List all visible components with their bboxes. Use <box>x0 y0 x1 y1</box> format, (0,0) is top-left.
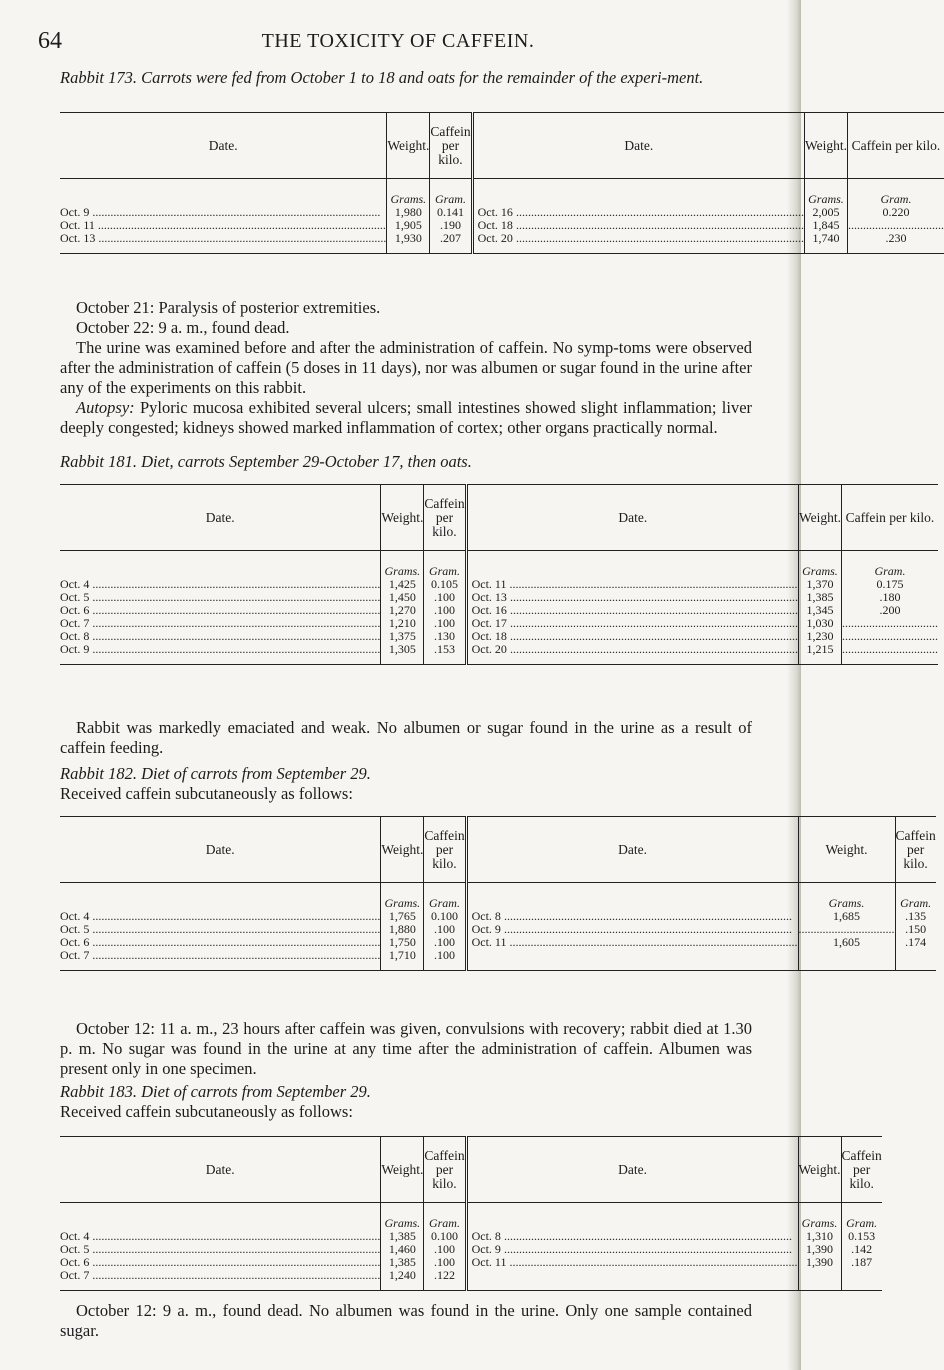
header-caffein: Caffein per kilo. <box>895 817 936 883</box>
caffein-cell: .100 <box>433 590 455 604</box>
rabbit183-note <box>60 1301 752 1341</box>
header-date: Date. <box>466 485 798 551</box>
rabbit173-note-1: October 21: Paralysis of posterior extremities. <box>76 298 381 317</box>
header-weight: Weight. <box>381 1137 424 1203</box>
rabbit181-caption-text: Diet, carrots September 29-October 17, then oats. <box>141 452 472 471</box>
header-weight: Weight. <box>798 817 895 883</box>
caffein-cell: .153 <box>433 642 455 656</box>
caffein-cell: 0.141 <box>436 205 464 219</box>
weight-cell: 1,030 <box>806 616 834 630</box>
date-cell: Oct. 17 ..... <box>472 617 798 630</box>
caffein-cell: 0.100 <box>430 1229 458 1243</box>
rabbit183-table <box>60 1136 882 1291</box>
rabbit181-note <box>60 718 752 758</box>
right-caffein-column <box>841 551 938 665</box>
caffein-unit: Gram. <box>428 1216 460 1230</box>
date-cell: Oct. 4 ..... <box>60 1230 380 1243</box>
caffein-cell: .100 <box>433 922 455 936</box>
weight-cell: 1,305 <box>388 642 416 656</box>
date-cell: Oct. 11 ..... <box>472 1256 798 1269</box>
caffein-cell: .100 <box>433 935 455 949</box>
date-cell: Oct. 13 ..... <box>60 232 386 245</box>
rabbit182-label: Rabbit 182. <box>60 764 137 783</box>
weight-cell: 1,425 <box>388 577 416 591</box>
left-weight-column <box>381 551 424 665</box>
right-caffein-column <box>841 1203 882 1291</box>
date-cell: Oct. 4 ..... <box>60 578 380 591</box>
date-cell: Oct. 7 ..... <box>60 617 380 630</box>
date-cell: Oct. 18 ..... <box>472 630 798 643</box>
caffein-cell: .200 <box>879 603 901 617</box>
rabbit183-subcaption: Received caffein subcutaneously as follows: <box>60 1102 353 1121</box>
caffein-unit: Gram. <box>874 564 906 578</box>
rabbit173-table <box>60 112 944 254</box>
weight-cell: 2,005 <box>812 205 840 219</box>
right-weight-column <box>798 1203 841 1291</box>
date-cell: Oct. 13 ..... <box>472 591 798 604</box>
rabbit173-notes <box>60 298 752 438</box>
header-weight: Weight. <box>387 113 430 179</box>
weight-cell: 1,685 <box>833 909 860 923</box>
rabbit182-table <box>60 816 936 971</box>
left-date-column <box>60 1203 381 1291</box>
weight-cell: 1,450 <box>388 590 416 604</box>
weight-cell: 1,930 <box>394 231 422 245</box>
weight-cell: 1,765 <box>388 909 416 923</box>
date-cell: Oct. 5 ..... <box>60 923 380 936</box>
rabbit181-table <box>60 484 938 665</box>
header-date: Date. <box>466 1137 798 1203</box>
date-cell: Oct. 20 ..... <box>472 643 798 656</box>
weight-cell: 1,310 <box>806 1229 834 1243</box>
left-weight-column <box>381 1203 424 1291</box>
header-caffein: Caffein per kilo. <box>430 113 472 179</box>
header-date: Date. <box>60 1137 381 1203</box>
right-weight-column <box>804 179 847 254</box>
caffein-cell: 0.100 <box>430 909 458 923</box>
date-cell: Oct. 9 ..... <box>60 643 380 656</box>
header-caffein: Caffein per kilo. <box>847 113 944 179</box>
header-date: Date. <box>466 817 798 883</box>
weight-cell: 1,905 <box>394 218 422 232</box>
autopsy-label: Autopsy: <box>76 398 135 417</box>
date-cell: Oct. 7 ..... <box>60 949 380 962</box>
rabbit183-note-text: October 12: 9 a. m., found dead. No albumen was found in the urine. Only one sample contained sugar. <box>60 1301 752 1340</box>
date-cell: Oct. 16 ..... <box>472 604 798 617</box>
left-caffein-column <box>430 179 472 254</box>
caffein-cell: 0.220 <box>882 205 910 219</box>
rabbit173-caption <box>60 68 750 88</box>
weight-unit: Grams. <box>384 564 421 578</box>
autopsy-text: Pyloric mucosa exhibited several ulcers; small intestines showed slight inflammation; liver deeply congested; kidneys showed marked inflammation of cortex; other organs practically normal. <box>60 398 753 437</box>
header-caffein: Caffein per kilo. <box>424 817 466 883</box>
weight-unit: Grams. <box>384 896 421 910</box>
header-caffein: Caffein per kilo. <box>841 485 938 551</box>
caffein-cell: .230 <box>885 231 907 245</box>
left-caffein-column <box>424 883 466 971</box>
rabbit182-note <box>60 1019 752 1079</box>
weight-cell: 1,240 <box>388 1268 416 1282</box>
date-cell: Oct. 11 ..... <box>472 578 798 591</box>
caffein-cell: 0.175 <box>876 577 904 591</box>
caffein-cell-empty <box>842 643 938 656</box>
weight-cell: 1,345 <box>806 603 834 617</box>
date-cell: Oct. 16 ..... <box>478 206 804 219</box>
weight-unit: Grams. <box>808 192 844 206</box>
date-cell: Oct. 5 ..... <box>60 591 380 604</box>
rabbit173-note-2: October 22: 9 a. m., found dead. <box>76 318 290 337</box>
header-weight: Weight. <box>798 485 841 551</box>
caffein-cell: .190 <box>439 218 461 232</box>
weight-cell: 1,230 <box>806 629 834 643</box>
caffein-cell: .142 <box>851 1242 873 1256</box>
weight-cell: 1,845 <box>812 218 840 232</box>
rabbit173-caption-text: Carrots were fed from October 1 to 18 and oats for the remainder of the experi-ment. <box>141 68 704 87</box>
date-cell: Oct. 18 ..... <box>478 219 804 232</box>
header-date: Date. <box>60 485 381 551</box>
weight-cell: 1,385 <box>388 1229 416 1243</box>
caffein-unit: Gram. <box>434 192 466 206</box>
right-date-column <box>472 179 804 254</box>
rabbit183-caption-text: Diet of carrots from September 29. <box>141 1082 371 1101</box>
left-date-column <box>60 883 381 971</box>
date-cell: Oct. 6 ..... <box>60 604 380 617</box>
caffein-cell: .150 <box>905 922 927 936</box>
weight-cell: 1,390 <box>806 1242 834 1256</box>
caffein-cell: .100 <box>433 948 455 962</box>
running-head <box>38 28 758 58</box>
header-weight: Weight. <box>804 113 847 179</box>
caffein-cell: .100 <box>433 616 455 630</box>
date-cell: Oct. 6 ..... <box>60 936 380 949</box>
left-date-column <box>60 551 381 665</box>
caffein-unit: Gram. <box>880 192 912 206</box>
weight-cell: 1,375 <box>388 629 416 643</box>
weight-cell: 1,210 <box>388 616 416 630</box>
caffein-cell: .130 <box>433 629 455 643</box>
weight-cell: 1,710 <box>388 948 416 962</box>
weight-cell: 1,270 <box>388 603 416 617</box>
caffein-cell: .207 <box>439 231 461 245</box>
rabbit182-caption-text: Diet of carrots from September 29. <box>141 764 371 783</box>
date-cell: Oct. 11 ..... <box>60 219 386 232</box>
right-date-column <box>466 551 798 665</box>
caffein-cell: 0.105 <box>430 577 458 591</box>
date-cell: Oct. 20 ..... <box>478 232 804 245</box>
weight-cell: 1,980 <box>394 205 422 219</box>
rabbit181-label: Rabbit 181. <box>60 452 137 471</box>
caffein-cell: .100 <box>433 1242 455 1256</box>
header-weight: Weight. <box>381 485 424 551</box>
left-caffein-column <box>424 551 466 665</box>
header-date: Date. <box>472 113 804 179</box>
running-title: THE TOXICITY OF CAFFEIN. <box>261 30 535 52</box>
header-caffein: Caffein per kilo. <box>424 1137 466 1203</box>
date-cell: Oct. 11 ..... <box>472 936 798 949</box>
weight-cell: 1,215 <box>806 642 834 656</box>
date-cell: Oct. 8 ..... <box>472 1230 798 1243</box>
date-cell: Oct. 8 ..... <box>60 630 380 643</box>
header-date: Date. <box>60 817 381 883</box>
caffein-cell: .135 <box>905 909 927 923</box>
right-date-column <box>466 883 798 971</box>
left-date-column <box>60 179 387 254</box>
rabbit182-note-text: October 12: 11 a. m., 23 hours after caffein was given, convulsions with recovery; rabbit died at 1.30 p. m. No sugar was found in the urine at any time after the administration of caffein. Albumen was present only in one specimen. <box>60 1019 752 1078</box>
header-date: Date. <box>60 113 387 179</box>
date-cell: Oct. 9 ..... <box>472 923 798 936</box>
caffein-unit: Gram. <box>428 564 460 578</box>
right-date-column <box>466 1203 798 1291</box>
header-weight: Weight. <box>381 817 424 883</box>
caffein-unit: Gram. <box>846 1216 878 1230</box>
rabbit182-subcaption: Received caffein subcutaneously as follows: <box>60 784 353 803</box>
left-weight-column <box>387 179 430 254</box>
rabbit183-label: Rabbit 183. <box>60 1082 137 1101</box>
weight-unit: Grams. <box>801 1216 838 1230</box>
weight-cell: 1,605 <box>833 935 860 949</box>
header-weight: Weight. <box>798 1137 841 1203</box>
weight-unit: Grams. <box>384 1216 421 1230</box>
caffein-cell: .100 <box>433 1255 455 1269</box>
date-cell: Oct. 8 ..... <box>472 910 798 923</box>
rabbit173-label: Rabbit 173. <box>60 68 137 87</box>
date-cell: Oct. 9 ..... <box>60 206 386 219</box>
header-caffein: Caffein per kilo. <box>424 485 466 551</box>
date-cell: Oct. 4 ..... <box>60 910 380 923</box>
date-cell: Oct. 6 ..... <box>60 1256 380 1269</box>
right-weight-column <box>798 551 841 665</box>
rabbit173-autopsy <box>60 398 752 438</box>
caffein-unit: Gram. <box>900 896 932 910</box>
weight-cell: 1,460 <box>388 1242 416 1256</box>
caffein-cell: .122 <box>433 1268 455 1282</box>
rabbit181-caption <box>60 452 750 472</box>
weight-cell: 1,740 <box>812 231 840 245</box>
weight-cell: 1,385 <box>388 1255 416 1269</box>
right-caffein-column <box>847 179 944 254</box>
caffein-cell: 0.153 <box>848 1229 876 1243</box>
caffein-cell: .180 <box>879 590 901 604</box>
date-cell: Oct. 7 ..... <box>60 1269 380 1282</box>
weight-unit: Grams. <box>390 192 427 206</box>
weight-cell: 1,385 <box>806 590 834 604</box>
weight-cell: 1,390 <box>806 1255 834 1269</box>
caffein-unit: Gram. <box>428 896 460 910</box>
right-caffein-column <box>895 883 936 971</box>
date-cell: Oct. 5 ..... <box>60 1243 380 1256</box>
page-number: 64 <box>38 28 62 54</box>
header-caffein: Caffein per kilo. <box>841 1137 882 1203</box>
caffein-cell: .100 <box>433 603 455 617</box>
rabbit183-caption <box>60 1082 750 1102</box>
weight-cell: 1,880 <box>388 922 416 936</box>
weight-cell: 1,750 <box>388 935 416 949</box>
caffein-cell: .174 <box>905 935 927 949</box>
left-weight-column <box>381 883 424 971</box>
caffein-cell: .187 <box>851 1255 873 1269</box>
right-weight-column <box>798 883 895 971</box>
weight-unit: Grams. <box>802 564 838 578</box>
rabbit181-note-text: Rabbit was markedly emaciated and weak. No albumen or sugar found in the urine as a result of caffein feeding. <box>60 718 752 757</box>
rabbit182-caption <box>60 764 750 784</box>
weight-unit: Grams. <box>828 896 865 910</box>
weight-cell: 1,370 <box>806 577 834 591</box>
date-cell: Oct. 9 ..... <box>472 1243 798 1256</box>
rabbit173-note-3: The urine was examined before and after the administration of caffein. No symp-toms were observed after the administration of caffein (5 doses in 11 days), nor was albumen or sugar found in the urine after any of the experiments on this rabbit. <box>60 338 752 397</box>
left-caffein-column <box>424 1203 466 1291</box>
